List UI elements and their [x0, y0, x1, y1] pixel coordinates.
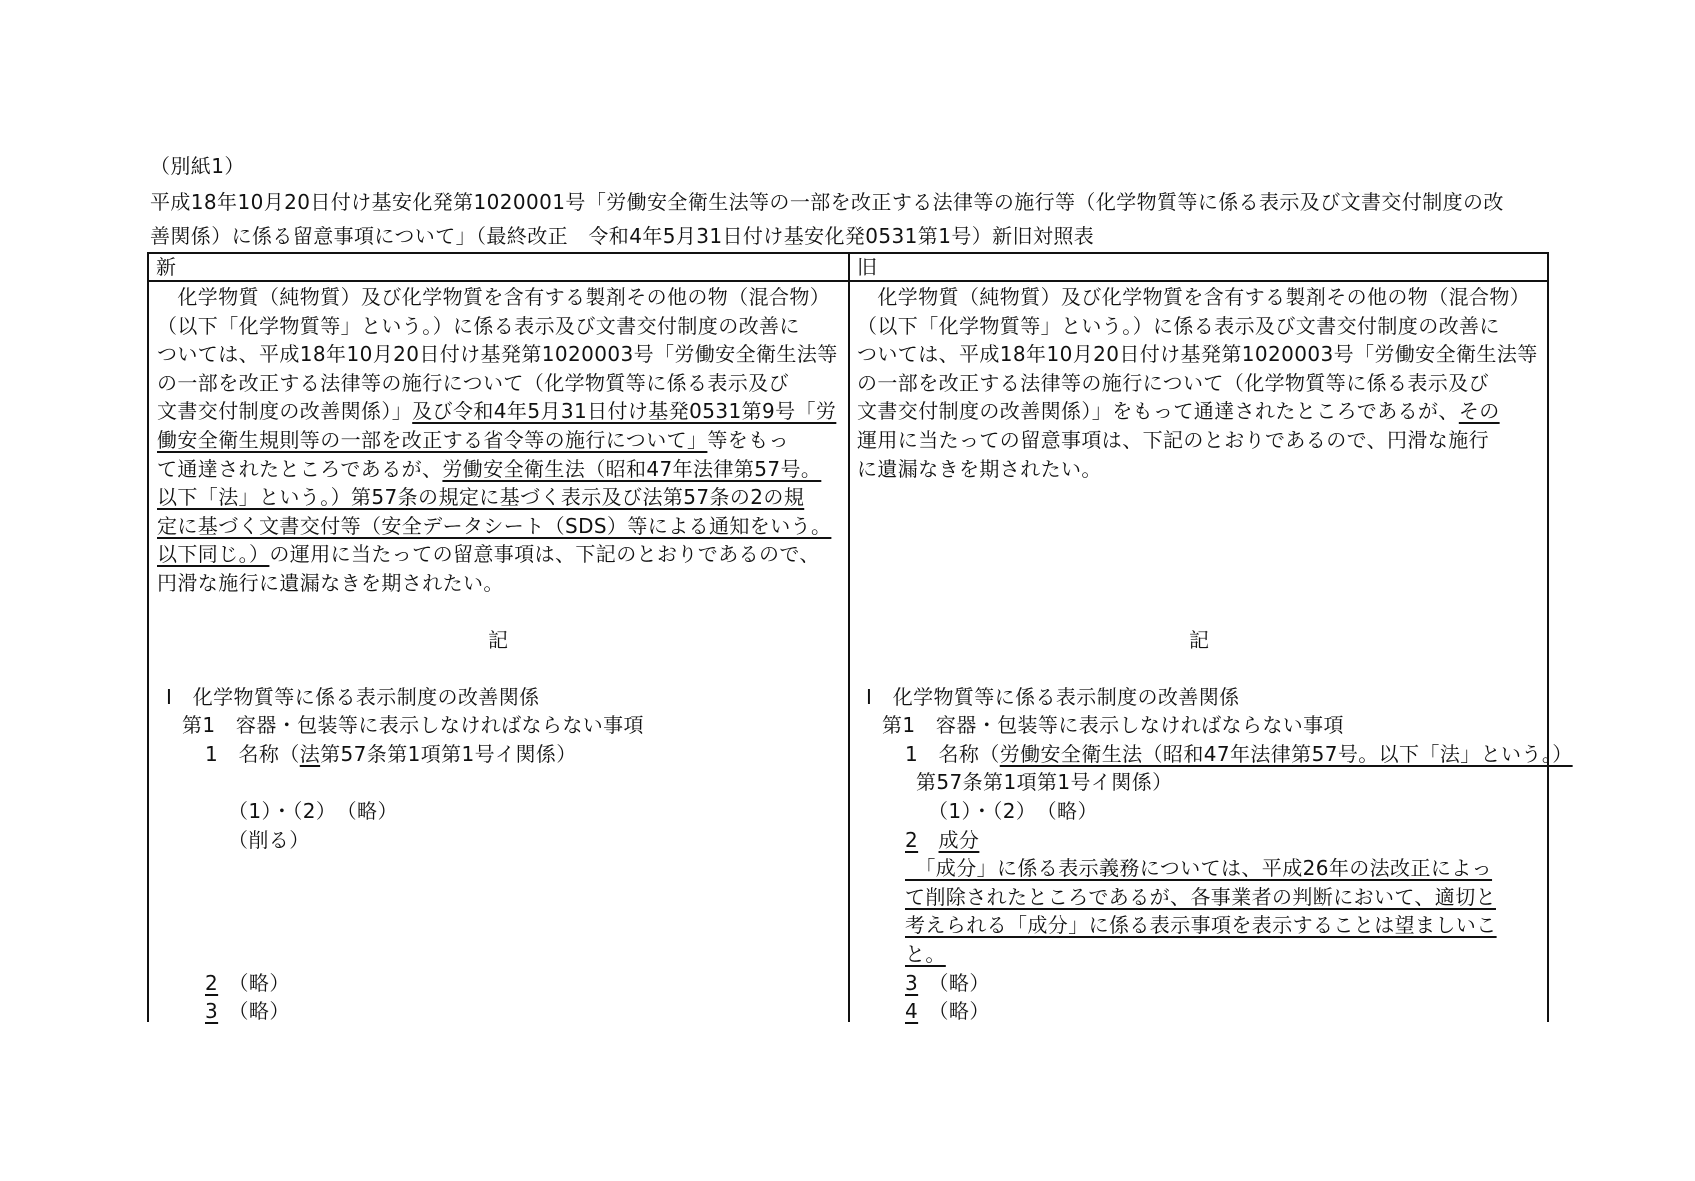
old-item-2-body-line	[905, 940, 946, 968]
document-title-line-1: 平成18年10月20日付け基安化発第1020001号「労働安全衛生法等の一部を改正する法律等の施行等（化学物質等に係る表示及び文書交付制度の改	[150, 190, 1504, 214]
old-item-2-title: 成分	[938, 828, 980, 852]
old-intro-line	[857, 369, 1489, 397]
new-intro-line	[157, 426, 789, 454]
old-item-1-prefix: 1 名称（	[905, 742, 1000, 766]
new-item-2	[205, 969, 290, 997]
text-segment: て通達されたところであるが、	[157, 456, 443, 481]
text-segment: （以下「化学物質等」という。）に係る表示及び文書交付制度の改善に	[857, 313, 1500, 338]
new-item-2-text: （略）	[218, 971, 290, 995]
new-intro-line	[157, 283, 830, 311]
old-item-1-line-2: 第57条第1項第1号イ関係）	[916, 770, 1173, 794]
underlined-revision-text: 労働安全衛生法（昭和47年法律第57号。	[442, 456, 822, 481]
text-segment: の運用に当たっての留意事項は、下記のとおりであるので、	[269, 542, 820, 567]
old-intro-line	[857, 397, 1500, 425]
old-intro-line	[857, 455, 1102, 483]
new-item-1-underlined: 法	[299, 742, 321, 766]
text-segment: 運用に当たっての留意事項は、下記のとおりであるので、円滑な施行	[857, 428, 1489, 452]
old-intro-line	[857, 340, 1538, 368]
new-sub-items: （1）・（2） （略）	[228, 799, 398, 823]
old-item-1-underlined: 労働安全衛生法（昭和47年法律第57号。以下「法」という。）	[999, 742, 1573, 766]
old-item-2-body-line	[905, 911, 1497, 939]
underlined-revision-text: 考えられる「成分」に係る表示事項を表示することは望ましいこ	[905, 913, 1497, 938]
text-segment: （以下「化学物質等」という。）に係る表示及び文書交付制度の改善に	[157, 313, 800, 338]
old-item-4-number: 4	[905, 999, 919, 1023]
underlined-revision-text: その	[1458, 399, 1500, 424]
new-deleted-note: （削る）	[228, 828, 310, 852]
new-intro-line	[157, 512, 831, 540]
old-item-3	[905, 969, 990, 997]
underlined-revision-text: 以下「法」という。）第57条の規定に基づく表示及び法第57条の2の規	[157, 485, 805, 510]
new-item-3-text: （略）	[218, 999, 290, 1023]
old-item-2-body-line	[905, 854, 1492, 882]
text-segment: に遺漏なきを期されたい。	[857, 456, 1102, 481]
text-segment: の一部を改正する法律等の施行について（化学物質等に係る表示及び	[157, 370, 789, 395]
text-segment: 化学物質（純物質）及び化学物質を含有する製剤その他の物（混合物）	[157, 285, 831, 309]
old-section-I: Ⅰ 化学物質等に係る表示制度の改善関係	[866, 685, 1240, 709]
new-intro-line	[157, 455, 821, 483]
old-ki-heading: 記	[1189, 628, 1210, 652]
old-item-3-text: （略）	[918, 971, 990, 995]
old-section-dai1: 第1 容器・包装等に表示しなければならない事項	[882, 713, 1344, 737]
underlined-revision-text: て削除されたところであるが、各事業者の判断において、適切と	[905, 884, 1496, 909]
text-segment: 文書交付制度の改善関係）」をもって通達されたところであるが、	[857, 399, 1459, 424]
new-item-1-suffix: 第57条第1項第1号イ関係）	[320, 742, 577, 766]
underlined-revision-text: と。	[905, 941, 946, 966]
underlined-revision-text: 以下同じ。）	[157, 542, 270, 567]
new-intro-line	[157, 540, 820, 568]
new-section-dai1: 第1 容器・包装等に表示しなければならない事項	[182, 713, 644, 737]
old-intro-line	[857, 426, 1489, 454]
old-item-1	[905, 740, 1573, 768]
column-divider	[848, 252, 850, 1022]
new-ki-heading: 記	[488, 628, 509, 652]
text-segment: ついては、平成18年10月20日付け基発第1020003号「労働安全衛生法等	[857, 342, 1538, 367]
underlined-revision-text: 及び令和4年5月31日付け基発0531第9号「労	[412, 399, 837, 424]
new-intro-line	[157, 569, 504, 597]
text-segment: ついては、平成18年10月20日付け基発第1020003号「労働安全衛生法等	[157, 342, 838, 367]
text-segment: 等をもっ	[707, 428, 790, 452]
attachment-label: （別紙1）	[150, 154, 245, 178]
old-intro-line	[857, 312, 1500, 340]
new-intro-line	[157, 397, 836, 425]
text-segment: 文書交付制度の改善関係）」	[157, 399, 413, 424]
underlined-revision-text: 定に基づく文書交付等（安全データシート（SDS）等による通知をいう。	[157, 513, 832, 538]
new-item-3-number: 3	[205, 999, 219, 1023]
new-intro-line	[157, 483, 804, 511]
new-section-I: Ⅰ 化学物質等に係る表示制度の改善関係	[166, 685, 540, 709]
text-segment: の一部を改正する法律等の施行について（化学物質等に係る表示及び	[857, 370, 1489, 395]
new-item-1-prefix: 1 名称（	[205, 742, 300, 766]
new-intro-line	[157, 312, 800, 340]
underlined-revision-text: 働安全衛生規則等の一部を改正する省令等の施行について」	[157, 428, 708, 452]
header-old: 旧	[857, 255, 877, 279]
new-item-2-number: 2	[205, 971, 219, 995]
text-segment: 化学物質（純物質）及び化学物質を含有する製剤その他の物（混合物）	[857, 285, 1531, 309]
new-intro-line	[157, 369, 789, 397]
old-item-2-number: 2	[905, 828, 919, 852]
underlined-revision-text: 「成分」に係る表示義務については、平成26年の法改正によっ	[905, 856, 1493, 880]
old-item-2-body-line	[905, 883, 1496, 911]
text-segment: 円滑な施行に遺漏なきを期されたい。	[157, 571, 504, 595]
old-item-4	[905, 997, 990, 1025]
header-new: 新	[156, 255, 176, 279]
document-title-line-2: 善関係）に係る留意事項について」（最終改正 令和4年5月31日付け基安化発0531第1号）新旧対照表	[150, 224, 1095, 248]
old-item-3-number: 3	[905, 971, 919, 995]
old-item-4-text: （略）	[918, 999, 990, 1023]
new-item-3	[205, 997, 290, 1025]
old-item-2	[905, 826, 979, 854]
old-intro-line	[857, 283, 1530, 311]
new-item-1	[205, 740, 577, 768]
old-sub-items: （1）・（2） （略）	[928, 799, 1098, 823]
new-intro-line	[157, 340, 838, 368]
